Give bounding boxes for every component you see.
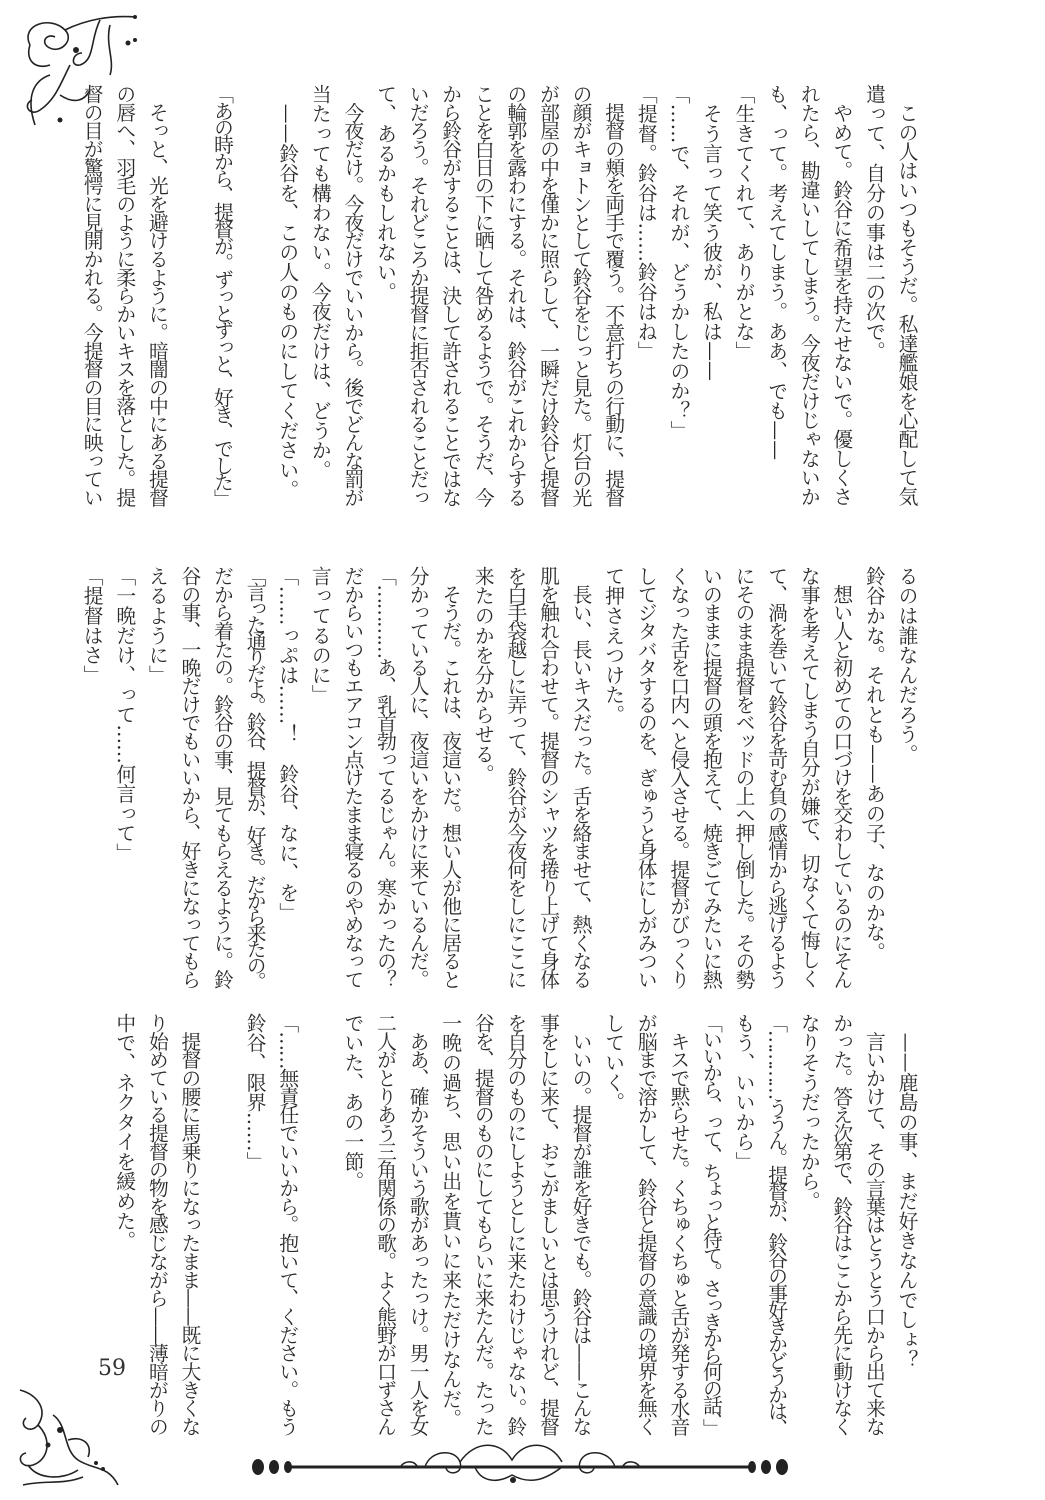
text-line-content: ああ、確かそういう歌があったっけ。男一人を女 bbox=[406, 1013, 430, 1435]
text-line bbox=[563, 1013, 596, 1437]
text-line bbox=[433, 566, 466, 990]
text-line-content: が脳まで溶かして、鈴谷と提督の意識の境界を無く bbox=[634, 1013, 658, 1435]
text-line-content: て押さえつけた。 bbox=[601, 566, 625, 725]
text-line bbox=[759, 84, 792, 508]
text-line-content: を自分のものにしようとしに来たわけじゃない。鈴 bbox=[503, 1013, 527, 1435]
text-line bbox=[335, 566, 368, 990]
text-block-middle bbox=[74, 566, 922, 990]
text-line-content: キスで黙らせた。くちゅくちゅと舌が発する水音 bbox=[666, 1013, 690, 1435]
ornamental-divider bbox=[250, 1440, 790, 1490]
text-line-content: 「…………あ、乳首勃ってるじゃん。寒かったの？ bbox=[373, 566, 397, 988]
text-line-content: 一晩の過ち、思い出を貰いに来ただけなんだ。 bbox=[438, 1013, 462, 1429]
text-line-content: の顔がキョトンとして鈴谷をじっと見た。灯台の光 bbox=[569, 84, 593, 506]
text-line bbox=[563, 566, 596, 990]
text-line-content: 分かっている人に、夜這いをかけに来ているんだ。 bbox=[406, 566, 430, 988]
text-line-content: の輪郭を露わにする。それは、鈴谷がこれからする bbox=[503, 84, 527, 506]
text-line-content: 遣って、自分の事は二の次で。 bbox=[862, 84, 886, 362]
text-line bbox=[531, 566, 564, 990]
text-line bbox=[889, 1013, 922, 1437]
text-block-top bbox=[74, 84, 922, 508]
text-line-content: 「……で、それが、どうかしたのか？」 bbox=[666, 84, 690, 441]
text-line-content: 提督の腰に馬乗りになったまま——既に大きくな bbox=[177, 1013, 201, 1435]
text-line bbox=[824, 84, 857, 508]
text-line-content: 「…………ううん。提督が、鈴谷の事好きかどうかは、 bbox=[764, 1013, 788, 1435]
text-line-content: 鈴谷、限界……」 bbox=[243, 1013, 267, 1172]
text-line-content bbox=[178, 84, 201, 90]
text-line-content: ことを白日の下に晒して咎めるようで。そうだ、今 bbox=[471, 84, 495, 506]
text-line bbox=[759, 566, 792, 990]
text-line-content: なりそうだったから。 bbox=[797, 1013, 821, 1211]
text-line-content: 言いかけて、その言葉はとうとう口から出て来な bbox=[862, 1013, 886, 1435]
text-line bbox=[498, 1013, 531, 1437]
text-line-content: 来たのかを分からせる。 bbox=[471, 566, 495, 784]
text-line-content: でいた、あの一節。 bbox=[340, 1013, 364, 1192]
text-line bbox=[238, 84, 271, 508]
text-line bbox=[140, 566, 173, 990]
text-line-content: を白手袋越しに弄って、鈴谷が今夜何をしにここに bbox=[503, 566, 527, 988]
text-line-content: そうだ。これは、夜這いだ。想い人が他に居ると bbox=[438, 566, 462, 988]
text-line-content: 長い、長いキスだった。舌を絡ませて、熱くなる bbox=[569, 566, 593, 988]
text-line bbox=[466, 1013, 499, 1437]
text-line-content: も、って。考えてしまう。ああ、でも—— bbox=[764, 84, 788, 460]
text-line bbox=[172, 1013, 205, 1437]
text-line-content: この人はいつもそうだ。私達艦娘を心配して気 bbox=[895, 84, 918, 506]
text-line-content: て、渦を巻いて鈴谷を苛む負の感情から逃げるよう bbox=[764, 566, 788, 988]
text-line bbox=[596, 84, 629, 508]
text-line-content: て、あるかもしれない。 bbox=[373, 84, 397, 302]
text-line-content: が部屋の中を僅かに照らして、一瞬だけ鈴谷と提督 bbox=[536, 84, 560, 506]
text-line-content bbox=[243, 84, 266, 90]
text-line-content: れたら、勘違いしてしまう。今夜だけじゃないか bbox=[797, 84, 821, 506]
text-line bbox=[694, 84, 727, 508]
text-line-content: にそのまま提督をベッドの上へ押し倒した。その勢 bbox=[732, 566, 756, 988]
text-line-content: そっと、光を避けるように。暗闇の中にある提督 bbox=[145, 84, 169, 506]
text-line-content bbox=[308, 1013, 331, 1019]
text-line-content: 「……無責任でいいから。抱いて、ください。もう bbox=[275, 1013, 299, 1435]
text-line bbox=[205, 84, 238, 508]
text-line bbox=[759, 1013, 792, 1437]
text-line-content: してジタバタするのを、ぎゅうと身体にしがみつい bbox=[634, 566, 658, 988]
text-line bbox=[498, 84, 531, 508]
text-line-content: 谷の事、一晩だけでもいいから、好きになってもら bbox=[177, 566, 201, 988]
text-line bbox=[270, 566, 303, 990]
text-line bbox=[824, 1013, 857, 1437]
text-line bbox=[792, 566, 825, 990]
text-line bbox=[303, 566, 336, 990]
text-line bbox=[107, 84, 140, 508]
text-line-content: だからいつもエアコン点けたまま寝るのやめなって bbox=[340, 566, 364, 988]
text-line bbox=[140, 1013, 173, 1437]
text-line-content: 「言った通りだよ。鈴谷、提督が、好き。だから来たの。 bbox=[243, 566, 267, 988]
text-line bbox=[857, 566, 890, 990]
text-line-content: の唇へ、羽毛のように柔らかいキスを落とした。提 bbox=[112, 84, 136, 506]
text-line bbox=[629, 566, 662, 990]
text-line-content: していく。 bbox=[601, 1013, 625, 1112]
text-line-content: かった。答え次第で、鈴谷はここから先に動けなく bbox=[829, 1013, 853, 1435]
text-line bbox=[172, 84, 205, 508]
text-line-content: 当たっても構わない。今夜だけは、どうか。 bbox=[308, 84, 332, 480]
text-line-content: から鈴谷がすることは、決して許されることではな bbox=[438, 84, 462, 506]
text-line bbox=[824, 566, 857, 990]
text-line bbox=[661, 84, 694, 508]
text-line bbox=[303, 1013, 336, 1437]
text-line bbox=[629, 84, 662, 508]
text-line-content: いだろう。それどころか提督に拒否されることだっ bbox=[406, 84, 430, 506]
text-line bbox=[172, 566, 205, 990]
text-line bbox=[401, 84, 434, 508]
text-line bbox=[335, 1013, 368, 1437]
text-line-content: 肌を触れ合わせて。提督のシャツを捲り上げて身体 bbox=[536, 566, 560, 988]
text-line bbox=[335, 84, 368, 508]
text-line bbox=[531, 1013, 564, 1437]
text-line bbox=[563, 84, 596, 508]
text-line bbox=[303, 84, 336, 508]
text-line-content: 「提督はさ」 bbox=[80, 566, 104, 685]
text-line bbox=[857, 1013, 890, 1437]
text-line bbox=[792, 1013, 825, 1437]
text-line bbox=[726, 1013, 759, 1437]
text-line bbox=[238, 566, 271, 990]
text-line bbox=[629, 1013, 662, 1437]
text-line bbox=[466, 84, 499, 508]
text-line-content: 「あの時から、提督が。ずっとずっと、好き、でした」 bbox=[210, 84, 234, 506]
text-line-content: 鈴谷かな。それとも——あの子、なのかな。 bbox=[862, 566, 886, 962]
text-line bbox=[466, 566, 499, 990]
text-line-content: いいの。提督が誰を好きでも。鈴谷は——こんな bbox=[569, 1013, 593, 1435]
text-line bbox=[107, 1013, 140, 1437]
text-line bbox=[368, 84, 401, 508]
text-line-content: そう言って笑う彼が、私は—— bbox=[699, 84, 723, 381]
text-line bbox=[661, 566, 694, 990]
text-line-content: ——鹿島の事、まだ好きなんでしょ？ bbox=[895, 1013, 918, 1370]
text-line bbox=[726, 566, 759, 990]
text-line-content: いのままに提督の頭を抱えて、焼きごてみたいに熱 bbox=[699, 566, 723, 988]
text-line-content: だから着たの。鈴谷の事、見てもらえるように。鈴 bbox=[210, 566, 234, 988]
text-line bbox=[238, 1013, 271, 1437]
text-line-content: えるように」 bbox=[145, 566, 169, 685]
text-line-content: 「……っぷは……！ 鈴谷、なに、を」 bbox=[275, 566, 299, 923]
page-number: 59 bbox=[98, 1356, 126, 1381]
text-line-content: くなった舌を口内へと侵入させる。提督がびっくり bbox=[666, 566, 690, 988]
text-line bbox=[433, 84, 466, 508]
text-line-content: 今夜だけ。今夜だけでいいから。後でどんな罰が bbox=[340, 84, 364, 506]
text-line-content: 事をしに来て、おこがましいとは思うけれど、提督 bbox=[536, 1013, 560, 1435]
text-line-content: 提督の頬を両手で覆う。不意打ちの行動に、提督 bbox=[601, 84, 625, 506]
text-line bbox=[75, 84, 108, 508]
text-line-content: もう、いいから」 bbox=[732, 1013, 756, 1172]
text-line bbox=[401, 566, 434, 990]
text-line-content: り始めている提督の物を感じながら——薄暗がりの bbox=[145, 1013, 169, 1435]
text-line-content: 督の目が驚愕に見開かれる。今提督の目に映ってい bbox=[80, 84, 104, 506]
text-line bbox=[140, 84, 173, 508]
text-line bbox=[596, 1013, 629, 1437]
text-line-content: ——鈴谷を、この人のものにしてください。 bbox=[275, 84, 299, 500]
text-line-content bbox=[211, 1013, 234, 1019]
text-line bbox=[857, 84, 890, 508]
text-line bbox=[889, 84, 922, 508]
text-line bbox=[694, 566, 727, 990]
text-line-content: 谷を、提督のものにしてもらいに来たんだ。たった bbox=[471, 1013, 495, 1435]
text-line bbox=[401, 1013, 434, 1437]
text-line bbox=[75, 566, 108, 990]
text-line-content: やめて。鈴谷に希望を持たせないで。優しくさ bbox=[829, 84, 853, 506]
text-line bbox=[205, 1013, 238, 1437]
text-line bbox=[694, 1013, 727, 1437]
text-line bbox=[368, 1013, 401, 1437]
text-block-bottom bbox=[74, 1013, 922, 1437]
text-line bbox=[368, 566, 401, 990]
text-line bbox=[792, 84, 825, 508]
text-line-content: 二人がとりあう三角関係の歌。よく熊野が口ずさん bbox=[373, 1013, 397, 1435]
text-line-content: 「一晩だけ、って……何言って」 bbox=[112, 566, 136, 863]
text-line bbox=[596, 566, 629, 990]
text-line bbox=[726, 84, 759, 508]
text-line-content: 「提督。鈴谷は……鈴谷はね」 bbox=[634, 84, 658, 362]
text-line-content: な事を考えてしまう自分が嫌で、切なくて悔しく bbox=[797, 566, 821, 988]
text-line bbox=[433, 1013, 466, 1437]
text-line bbox=[661, 1013, 694, 1437]
text-line bbox=[270, 1013, 303, 1437]
text-line-content: 中で、ネクタイを緩めた。 bbox=[112, 1013, 136, 1251]
text-line-content: 「いいから、って、ちょっと待て。さっきから何の話、」 bbox=[699, 1013, 723, 1435]
text-line bbox=[270, 84, 303, 508]
text-line-content: るのは誰なんだろう。 bbox=[895, 566, 918, 764]
text-line bbox=[205, 566, 238, 990]
text-line-content: 「生きてくれて、ありがとな」 bbox=[732, 84, 756, 362]
text-line bbox=[531, 84, 564, 508]
text-line-content: 言ってるのに」 bbox=[308, 566, 332, 705]
text-line-content: 想い人と初めての口づけを交わしているのにそん bbox=[829, 566, 853, 988]
text-line bbox=[107, 566, 140, 990]
text-line bbox=[889, 566, 922, 990]
text-line bbox=[498, 566, 531, 990]
